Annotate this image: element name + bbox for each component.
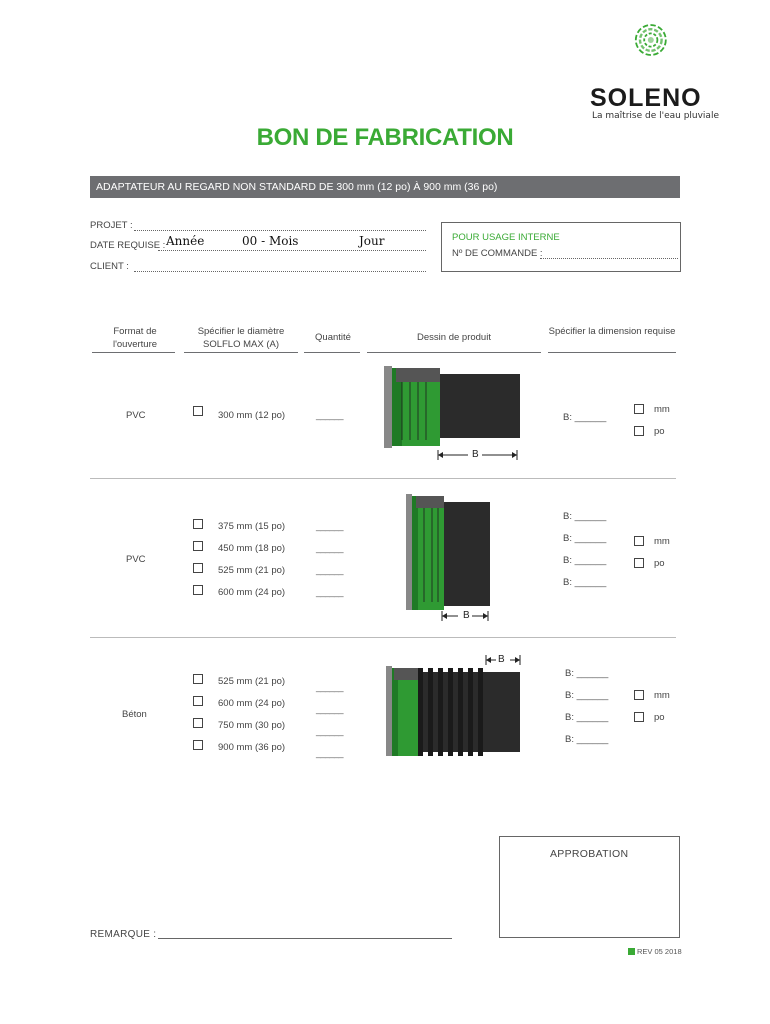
product-banner: ADAPTATEUR AU REGARD NON STANDARD DE 300 mm (12 po) À 900 mm (36 po) — [90, 176, 680, 198]
row2-option2-checkbox[interactable] — [193, 541, 203, 551]
row2-b2[interactable]: B: ______ — [563, 533, 607, 544]
row3-b2[interactable]: B: ______ — [565, 690, 609, 701]
row2-option1-checkbox[interactable] — [193, 519, 203, 529]
row3-b1[interactable]: B: ______ — [565, 668, 609, 679]
col-diameter-rule — [184, 352, 298, 353]
row2-qty1[interactable]: ______ — [316, 521, 344, 531]
remark-label: REMARQUE : — [90, 929, 157, 940]
col-dimension-rule — [548, 352, 676, 353]
row1-po-label: po — [654, 426, 665, 437]
col-dimension: Spécifier la dimension requise — [548, 326, 676, 337]
row1-dim-b: B — [472, 449, 479, 460]
row3-qty4[interactable]: ______ — [316, 748, 344, 758]
date-day: Jour — [359, 234, 385, 248]
row2-b4[interactable]: B: ______ — [563, 577, 607, 588]
col-drawing: Dessin de produit — [417, 332, 491, 343]
row-separator-2 — [90, 637, 676, 638]
row3-po-checkbox[interactable] — [634, 712, 644, 722]
row3-format: Béton — [122, 709, 147, 720]
row3-dim-b: B — [498, 654, 505, 665]
row2-po-label: po — [654, 558, 665, 569]
row2-format: PVC — [126, 554, 146, 565]
row3-qty1[interactable]: ______ — [316, 682, 344, 692]
row2-qty4[interactable]: ______ — [316, 587, 344, 597]
row3-qty3[interactable]: ______ — [316, 726, 344, 736]
row2-option4-checkbox[interactable] — [193, 585, 203, 595]
col-quantity-rule — [304, 352, 360, 353]
row2-mm-checkbox[interactable] — [634, 536, 644, 546]
client-field[interactable] — [134, 261, 426, 272]
row2-option3-checkbox[interactable] — [193, 563, 203, 573]
row2-qty3[interactable]: ______ — [316, 565, 344, 575]
internal-use-title: POUR USAGE INTERNE — [452, 232, 560, 243]
date-year: Année — [166, 234, 205, 248]
revision-marker — [628, 948, 635, 955]
row3-mm-label: mm — [654, 690, 670, 701]
col-format-rule — [92, 352, 175, 353]
row3-mm-checkbox[interactable] — [634, 690, 644, 700]
row3-option3-label: 750 mm (30 po) — [218, 720, 286, 731]
row1-mm-label: mm — [654, 404, 670, 415]
col-diameter: Spécifier le diamètre SOLFLO MAX (A) — [197, 326, 285, 350]
row3-option2-label: 600 mm (24 po) — [218, 698, 286, 709]
row3-option1-checkbox[interactable] — [193, 674, 203, 684]
col-quantity: Quantité — [315, 332, 351, 343]
date-label: DATE REQUISE : — [90, 240, 166, 251]
projet-field[interactable] — [134, 220, 426, 231]
row-separator-1 — [90, 478, 676, 479]
order-number-label: Nº DE COMMANDE : — [452, 248, 543, 259]
row1-qty[interactable]: ______ — [316, 410, 344, 420]
row3-option2-checkbox[interactable] — [193, 696, 203, 706]
date-month: 00 - Mois — [242, 234, 299, 248]
row3-product-drawing — [380, 650, 530, 756]
row2-option4-label: 600 mm (24 po) — [218, 587, 286, 598]
row1-mm-checkbox[interactable] — [634, 404, 644, 414]
row3-option4-checkbox[interactable] — [193, 740, 203, 750]
row2-option2-label: 450 mm (18 po) — [218, 543, 286, 554]
page-title: BON DE FABRICATION — [256, 124, 514, 151]
row3-option1-label: 525 mm (21 po) — [218, 676, 286, 687]
col-drawing-rule — [367, 352, 541, 353]
row2-option3-label: 525 mm (21 po) — [218, 565, 286, 576]
row3-option4-label: 900 mm (36 po) — [218, 742, 286, 753]
row1-product-drawing — [380, 364, 530, 464]
remark-field[interactable] — [158, 938, 452, 939]
row2-product-drawing — [398, 490, 508, 626]
row2-mm-label: mm — [654, 536, 670, 547]
approbation-label: APPROBATION — [550, 848, 629, 860]
client-label: CLIENT : — [90, 261, 129, 272]
brand-name: SOLENO — [590, 84, 702, 112]
row2-dim-b: B — [463, 610, 470, 621]
internal-use-box — [441, 222, 681, 272]
row3-option3-checkbox[interactable] — [193, 718, 203, 728]
row3-b4[interactable]: B: ______ — [565, 734, 609, 745]
revision-label: REV 05 2018 — [637, 947, 682, 956]
row1-option1-checkbox[interactable] — [193, 406, 203, 416]
row1-b1[interactable]: B: ______ — [563, 412, 607, 423]
order-number-field[interactable] — [540, 248, 678, 259]
row2-po-checkbox[interactable] — [634, 558, 644, 568]
row3-po-label: po — [654, 712, 665, 723]
row1-option1-label: 300 mm (12 po) — [218, 410, 286, 421]
row3-qty2[interactable]: ______ — [316, 704, 344, 714]
projet-label: PROJET : — [90, 220, 133, 231]
row2-b1[interactable]: B: ______ — [563, 511, 607, 522]
row3-b3[interactable]: B: ______ — [565, 712, 609, 723]
row1-po-checkbox[interactable] — [634, 426, 644, 436]
soleno-logo-mark — [588, 22, 716, 82]
col-format: Format de l'ouverture — [112, 326, 158, 350]
row2-option1-label: 375 mm (15 po) — [218, 521, 286, 532]
row2-b3[interactable]: B: ______ — [563, 555, 607, 566]
row2-qty2[interactable]: ______ — [316, 543, 344, 553]
brand-tagline: La maîtrise de l'eau pluviale — [592, 111, 719, 121]
row1-format: PVC — [126, 410, 146, 421]
